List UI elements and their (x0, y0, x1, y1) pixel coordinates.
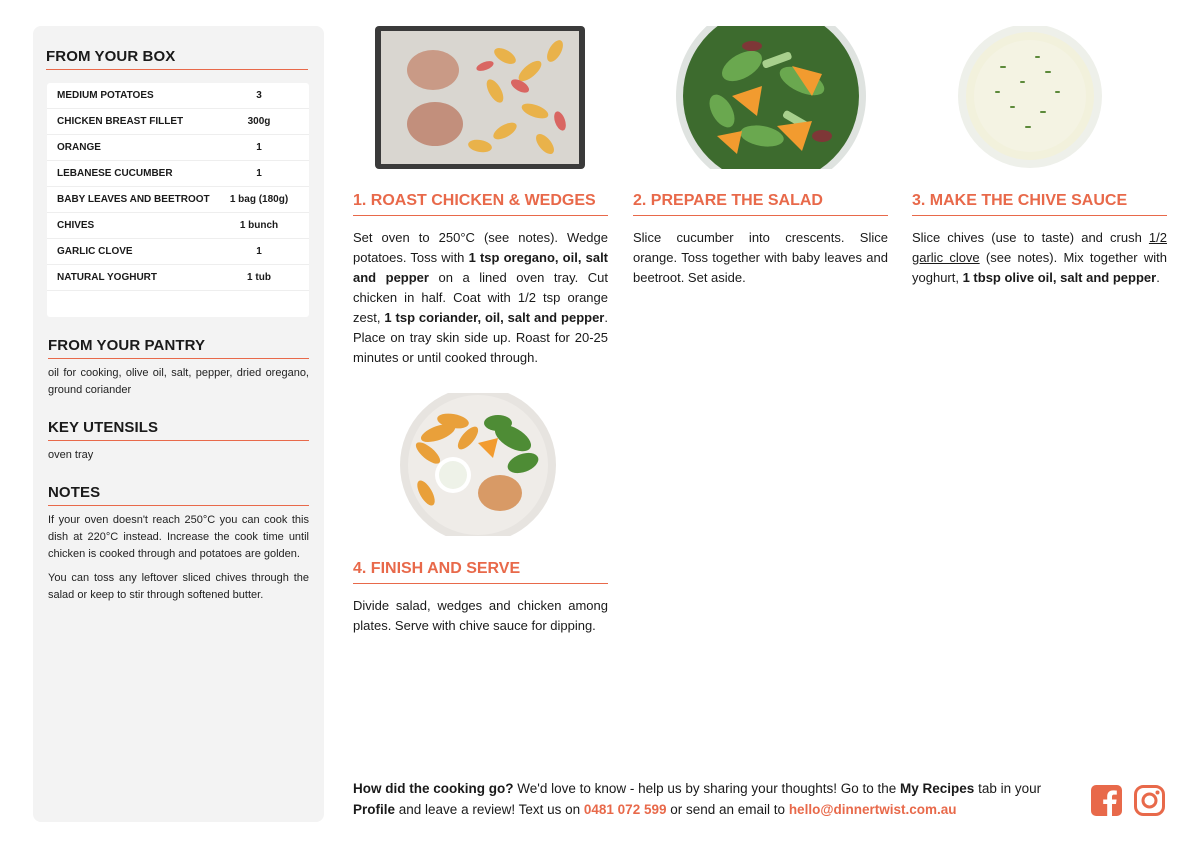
ingredient-qty: 1 tub (247, 272, 271, 283)
ingredient-qty: 1 (256, 142, 262, 153)
notes-heading: NOTES (48, 484, 309, 506)
ingredient-row (47, 187, 309, 213)
ingredient-qty: 300g (247, 116, 271, 127)
step-1-text: Set oven to 250°C (see notes). Wedge potatoes. Toss with 1 tsp oregano, oil, salt and pepper on a lined oven tray. Cut chicken in half. Coat with 1/2 tsp orange zest, 1 tsp coriander, oil, salt and pepper. Place on tray skin side up. Roast for 20-25 minutes or until cooked through. (353, 230, 609, 365)
ingredient-row (47, 135, 309, 161)
ingredient-name: CHICKEN BREAST FILLET (57, 116, 184, 127)
step-3-title: 3. MAKE THE CHIVE SAUCE (912, 192, 1167, 216)
step-2-text: Slice cucumber into crescents. Slice orange. Toss together with baby leaves and beetroot. Set aside. (633, 230, 888, 285)
ingredient-qty: 1 bag (180g) (229, 194, 289, 205)
step-4-text: Divide salad, wedges and chicken among plates. Serve with chive sauce for dipping. (353, 598, 608, 633)
ingredient-name: GARLIC CLOVE (57, 246, 133, 257)
note-paragraph: You can toss any leftover sliced chives through the salad or keep to stir through softened butter. (48, 572, 309, 601)
ingredient-name: BABY LEAVES AND BEETROOT (57, 194, 210, 205)
email-link[interactable]: hello@dinnertwist.com.au (788, 802, 957, 817)
plated-dish-photo (398, 393, 558, 536)
from-your-box-heading: FROM YOUR BOX (46, 48, 308, 70)
ingredient-name: ORANGE (57, 142, 101, 153)
from-your-pantry-heading: FROM YOUR PANTRY (48, 337, 309, 359)
ingredients-table (47, 83, 309, 317)
ingredient-row (47, 265, 309, 291)
feedback-footer: How did the cooking go? We'd love to know - help us by sharing your thoughts! Go to the My Recipes tab in your Profile and leave a review! Text us on 0481 072 599 or send an email to hello@dinnertwist.com.au (353, 781, 1042, 817)
chive-sauce-photo (950, 26, 1110, 169)
phone-number[interactable]: 0481 072 599 (583, 802, 667, 817)
ingredient-qty: 1 bunch (239, 220, 279, 231)
step-1-title: 1. ROAST CHICKEN & WEDGES (353, 192, 608, 216)
ingredient-row (47, 213, 309, 239)
ingredient-row (47, 83, 309, 109)
ingredient-name: MEDIUM POTATOES (57, 90, 154, 101)
instagram-icon[interactable] (1134, 785, 1165, 816)
ingredient-row (47, 239, 309, 265)
roast-tray-photo (375, 26, 585, 169)
key-utensils-heading: KEY UTENSILS (48, 419, 309, 441)
my-recipes-text: My Recipes (900, 781, 975, 796)
ingredient-row (47, 161, 309, 187)
salad-bowl-photo (662, 26, 880, 169)
ingredient-qty: 3 (256, 90, 262, 101)
step-4-title: 4. FINISH AND SERVE (353, 560, 608, 584)
utensils-text: oven tray (48, 449, 94, 461)
ingredient-qty: 1 (256, 168, 262, 179)
ingredient-name: NATURAL YOGHURT (57, 272, 157, 283)
facebook-icon[interactable] (1091, 785, 1122, 816)
pantry-text: oil for cooking, olive oil, salt, pepper, dried oregano, ground coriander (48, 367, 309, 396)
step-3-text: Slice chives (use to taste) and crush 1/2 garlic clove (see notes). Mix together with yoghurt, 1 tbsp olive oil, salt and pepper. (912, 230, 1167, 285)
ingredient-qty: 1 (256, 246, 262, 257)
note-paragraph: If your oven doesn't reach 250°C you can cook this dish at 220°C instead. Increase the cook time until chicken is cooked through and potatoes are golden. (48, 514, 309, 560)
ingredient-row (47, 109, 309, 135)
ingredients-sidebar (33, 26, 324, 822)
profile-text: Profile (353, 802, 396, 817)
ingredient-name: CHIVES (57, 220, 95, 231)
step-2-title: 2. PREPARE THE SALAD (633, 192, 888, 216)
ingredient-name: LEBANESE CUCUMBER (57, 168, 173, 179)
